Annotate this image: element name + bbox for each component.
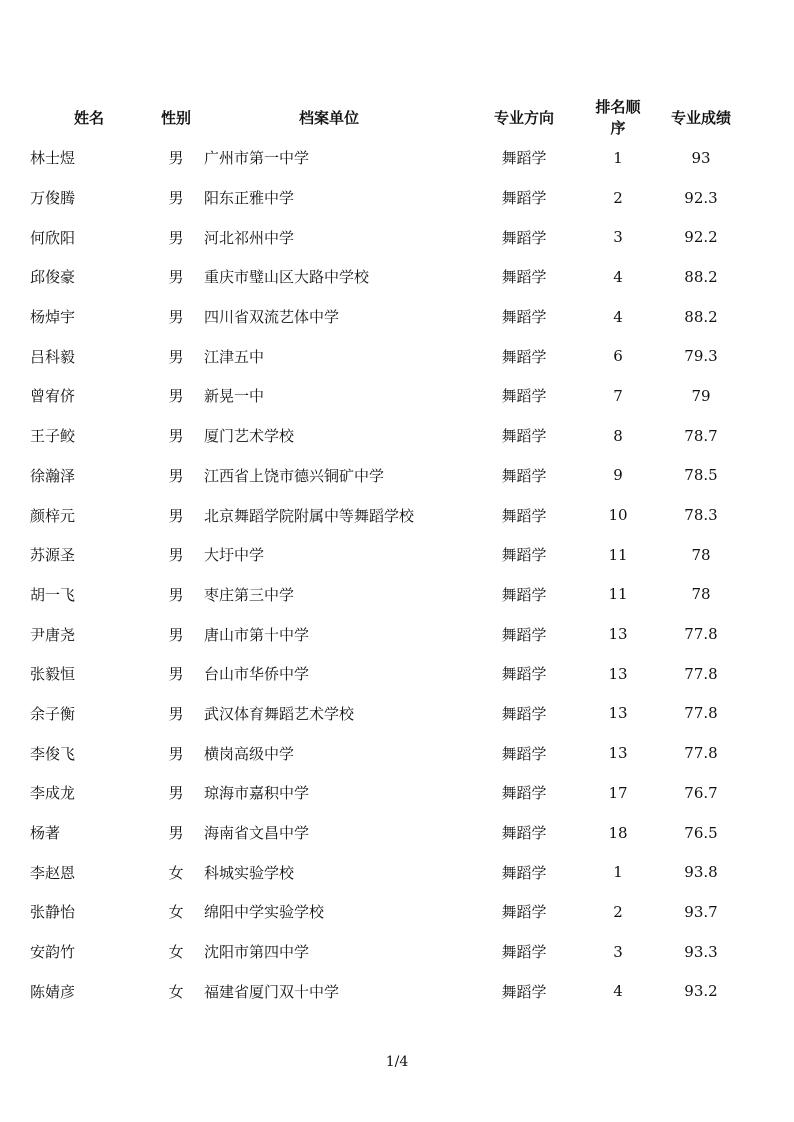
header-rank: 排名顺序: [595, 98, 641, 137]
cell-rank: 8: [613, 426, 623, 445]
cell-score: 78.7: [684, 426, 718, 445]
table-row: [30, 456, 760, 496]
cell-unit: 海南省文昌中学: [204, 824, 310, 843]
cell-major: 舞蹈学: [501, 268, 547, 287]
cell-score: 76.5: [684, 823, 718, 842]
cell-unit: 厦门艺术学校: [204, 427, 295, 446]
cell-score: 93.3: [684, 942, 718, 961]
cell-name: 李成龙: [30, 784, 76, 803]
cell-gender: 男: [168, 546, 184, 565]
cell-score: 92.2: [684, 228, 718, 247]
cell-gender: 男: [168, 704, 184, 723]
cell-rank: 2: [613, 188, 623, 207]
table-row: [30, 971, 760, 1011]
cell-gender: 男: [168, 665, 184, 684]
cell-name: 颜梓元: [30, 506, 76, 525]
cell-name: 王子鲛: [30, 427, 76, 446]
cell-score: 93.7: [684, 902, 718, 921]
cell-major: 舞蹈学: [501, 228, 547, 247]
cell-gender: 男: [168, 506, 184, 525]
cell-gender: 男: [168, 824, 184, 843]
cell-gender: 女: [168, 982, 184, 1001]
cell-score: 77.8: [684, 704, 718, 723]
cell-rank: 17: [608, 783, 628, 802]
cell-name: 万俊腾: [30, 189, 76, 208]
cell-score: 93.8: [684, 863, 718, 882]
cell-unit: 唐山市第十中学: [204, 625, 310, 644]
cell-gender: 男: [168, 585, 184, 604]
header-gender: 性别: [160, 108, 191, 127]
cell-gender: 男: [168, 189, 184, 208]
cell-major: 舞蹈学: [501, 982, 547, 1001]
cell-rank: 3: [613, 942, 623, 961]
table-row: [30, 575, 760, 615]
table-row: [30, 813, 760, 853]
cell-unit: 武汉体育舞蹈艺术学校: [204, 704, 355, 723]
cell-unit: 绵阳中学实验学校: [204, 903, 325, 922]
cell-score: 79.3: [684, 347, 718, 366]
cell-gender: 男: [168, 268, 184, 287]
cell-unit: 北京舞蹈学院附属中等舞蹈学校: [204, 506, 415, 525]
table-header-row: [30, 96, 760, 138]
header-major: 专业方向: [493, 108, 554, 127]
table-row: [30, 297, 760, 337]
page-number: 1/4: [385, 1054, 409, 1070]
cell-unit: 科城实验学校: [204, 863, 295, 882]
cell-gender: 男: [168, 427, 184, 446]
cell-rank: 1: [613, 148, 623, 167]
cell-major: 舞蹈学: [501, 943, 547, 962]
cell-gender: 男: [168, 228, 184, 247]
cell-major: 舞蹈学: [501, 546, 547, 565]
cell-major: 舞蹈学: [501, 784, 547, 803]
cell-rank: 18: [608, 823, 628, 842]
cell-score: 76.7: [684, 783, 718, 802]
cell-major: 舞蹈学: [501, 466, 547, 485]
table-row: [30, 614, 760, 654]
table-row: [30, 733, 760, 773]
table-row: [30, 416, 760, 456]
cell-name: 胡一飞: [30, 585, 76, 604]
cell-unit: 江西省上饶市德兴铜矿中学: [204, 466, 385, 485]
cell-rank: 13: [608, 625, 628, 644]
table-row: [30, 257, 760, 297]
cell-unit: 河北祁州中学: [204, 228, 295, 247]
cell-unit: 枣庄第三中学: [204, 585, 295, 604]
table-row: [30, 495, 760, 535]
cell-score: 78: [691, 585, 711, 604]
cell-major: 舞蹈学: [501, 704, 547, 723]
table-row: [30, 892, 760, 932]
cell-gender: 女: [168, 943, 184, 962]
cell-name: 曾宥侪: [30, 387, 76, 406]
cell-unit: 广州市第一中学: [204, 149, 310, 168]
cell-name: 张静怡: [30, 903, 76, 922]
cell-major: 舞蹈学: [501, 308, 547, 327]
cell-name: 陈婧彦: [30, 982, 76, 1001]
header-name: 姓名: [73, 108, 104, 127]
table-row: [30, 138, 760, 178]
table-body: [30, 138, 760, 1011]
cell-score: 78.3: [684, 506, 718, 525]
cell-rank: 11: [608, 545, 628, 564]
cell-rank: 13: [608, 664, 628, 683]
cell-major: 舞蹈学: [501, 427, 547, 446]
cell-gender: 男: [168, 308, 184, 327]
cell-score: 92.3: [684, 188, 718, 207]
cell-gender: 男: [168, 625, 184, 644]
cell-score: 79: [691, 386, 711, 405]
cell-name: 吕科毅: [30, 347, 76, 366]
cell-gender: 男: [168, 149, 184, 168]
cell-unit: 台山市华侨中学: [204, 665, 310, 684]
cell-major: 舞蹈学: [501, 744, 547, 763]
cell-major: 舞蹈学: [501, 149, 547, 168]
cell-major: 舞蹈学: [501, 625, 547, 644]
cell-unit: 江津五中: [204, 347, 265, 366]
cell-major: 舞蹈学: [501, 347, 547, 366]
cell-major: 舞蹈学: [501, 189, 547, 208]
cell-name: 尹唐尧: [30, 625, 76, 644]
cell-rank: 9: [613, 466, 623, 485]
cell-unit: 重庆市璧山区大路中学校: [204, 268, 370, 287]
cell-gender: 女: [168, 863, 184, 882]
cell-gender: 男: [168, 784, 184, 803]
cell-name: 张毅恒: [30, 665, 76, 684]
cell-gender: 男: [168, 466, 184, 485]
cell-rank: 13: [608, 744, 628, 763]
cell-gender: 男: [168, 347, 184, 366]
cell-score: 93: [691, 148, 711, 167]
table-row: [30, 773, 760, 813]
cell-unit: 新晃一中: [204, 387, 265, 406]
cell-name: 邱俊豪: [30, 268, 76, 287]
cell-rank: 1: [613, 863, 623, 882]
cell-unit: 福建省厦门双十中学: [204, 982, 340, 1001]
cell-name: 徐瀚泽: [30, 466, 76, 485]
cell-name: 林士煜: [30, 149, 76, 168]
table-row: [30, 535, 760, 575]
cell-unit: 四川省双流艺体中学: [204, 308, 340, 327]
cell-unit: 琼海市嘉积中学: [204, 784, 310, 803]
cell-rank: 2: [613, 902, 623, 921]
cell-rank: 4: [613, 267, 623, 286]
table-row: [30, 654, 760, 694]
cell-score: 88.2: [684, 267, 718, 286]
cell-major: 舞蹈学: [501, 387, 547, 406]
cell-rank: 11: [608, 585, 628, 604]
cell-major: 舞蹈学: [501, 585, 547, 604]
cell-score: 77.8: [684, 625, 718, 644]
cell-score: 77.8: [684, 664, 718, 683]
cell-name: 李俊飞: [30, 744, 76, 763]
cell-score: 88.2: [684, 307, 718, 326]
table-row: [30, 336, 760, 376]
cell-unit: 沈阳市第四中学: [204, 943, 310, 962]
cell-major: 舞蹈学: [501, 506, 547, 525]
cell-score: 93.2: [684, 982, 718, 1001]
cell-major: 舞蹈学: [501, 903, 547, 922]
cell-gender: 女: [168, 903, 184, 922]
cell-gender: 男: [168, 744, 184, 763]
cell-score: 78.5: [684, 466, 718, 485]
cell-name: 杨著: [30, 824, 61, 843]
cell-unit: 大圩中学: [204, 546, 265, 565]
cell-rank: 3: [613, 228, 623, 247]
table-row: [30, 852, 760, 892]
cell-name: 李赵恩: [30, 863, 76, 882]
cell-unit: 阳东正雅中学: [204, 189, 295, 208]
cell-score: 77.8: [684, 744, 718, 763]
cell-major: 舞蹈学: [501, 824, 547, 843]
header-score: 专业成绩: [670, 108, 731, 127]
table-row: [30, 178, 760, 218]
cell-major: 舞蹈学: [501, 863, 547, 882]
cell-rank: 10: [608, 506, 628, 525]
cell-rank: 4: [613, 982, 623, 1001]
admission-score-table: [30, 96, 760, 1011]
cell-rank: 6: [613, 347, 623, 366]
table-row: [30, 376, 760, 416]
table-row: [30, 217, 760, 257]
cell-rank: 7: [613, 386, 623, 405]
cell-major: 舞蹈学: [501, 665, 547, 684]
cell-name: 余子衡: [30, 704, 76, 723]
table-row: [30, 932, 760, 972]
header-unit: 档案单位: [298, 108, 359, 127]
cell-rank: 4: [613, 307, 623, 326]
cell-name: 安韵竹: [30, 943, 76, 962]
cell-gender: 男: [168, 387, 184, 406]
cell-name: 苏源圣: [30, 546, 76, 565]
cell-score: 78: [691, 545, 711, 564]
table-row: [30, 694, 760, 734]
cell-name: 杨焯宇: [30, 308, 76, 327]
cell-unit: 横岗高级中学: [204, 744, 295, 763]
cell-name: 何欣阳: [30, 228, 76, 247]
cell-rank: 13: [608, 704, 628, 723]
